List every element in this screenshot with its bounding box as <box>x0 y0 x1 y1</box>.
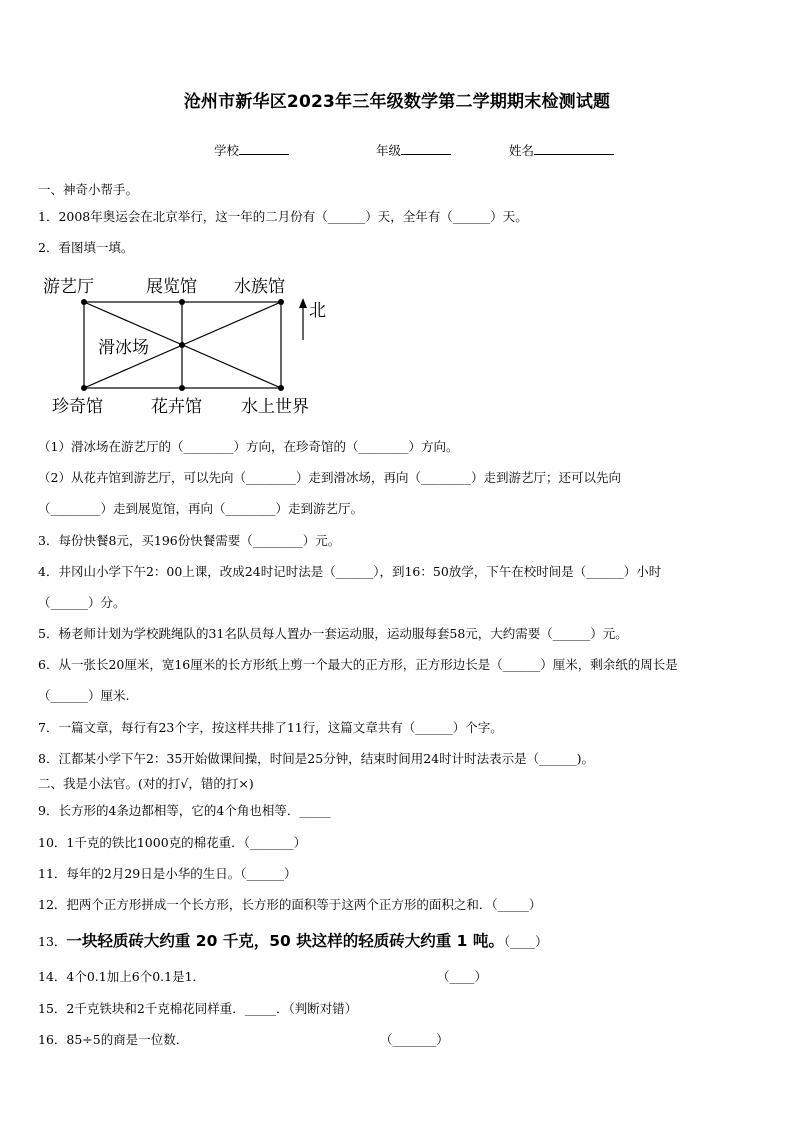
label-shuizuguan: 水族馆 <box>234 277 285 297</box>
name-blank[interactable] <box>534 142 614 155</box>
question-14-blank: （____） <box>437 969 488 984</box>
question-13-text: 一块轻质砖大约重 20 千克，50 块这样的轻质砖大约重 1 吨。 <box>66 932 504 950</box>
grade-field <box>376 141 451 159</box>
question-16-blank: （_______） <box>380 1032 449 1047</box>
question-4-line2: （______）分。 <box>38 595 126 610</box>
name-label: 姓名 <box>509 143 535 158</box>
question-7: 7．一篇文章，每行有23个字，按这样共排了11行，这篇文章共有（______）个字。 <box>38 720 503 735</box>
node-shuizuguan <box>278 299 284 305</box>
question-13-blank: （____） <box>503 934 548 949</box>
question-3: 3．每份快餐8元，买196份快餐需要（________）元。 <box>38 533 341 548</box>
question-11: 11．每年的2月29日是小华的生日。（______） <box>38 866 297 881</box>
question-5: 5．杨老师计划为学校跳绳队的31名队员每人置办一套运动服，运动服每套58元，大约需要（______）元。 <box>38 626 628 641</box>
question-15: 15．2千克铁块和2千克棉花同样重．_____．（判断对错） <box>38 1001 358 1016</box>
label-zhenqiguan: 珍奇馆 <box>52 397 103 417</box>
map-diagram <box>38 268 338 420</box>
node-zhenqiguan <box>81 385 87 391</box>
label-youyiting: 游艺厅 <box>43 277 94 297</box>
question-1: 1．2008年奥运会在北京举行，这一年的二月份有（______）天，全年有（______）天。 <box>38 209 528 224</box>
section-2-heading: 二、我是小法官。(对的打√，错的打×) <box>38 776 254 791</box>
node-zhanlanguan <box>179 299 185 305</box>
label-shuishangshijie: 水上世界 <box>241 397 309 417</box>
question-6-line1: 6．从一张长20厘米，宽16厘米的长方形纸上剪一个最大的正方形，正方形边长是（______）厘米，剩余纸的周长是 <box>38 657 678 672</box>
question-4-line1: 4．井冈山小学下午2：00上课，改成24时记时法是（______），到16：50放学，下午在校时间是（______）小时 <box>38 564 662 579</box>
north-arrow-head <box>299 298 307 308</box>
grade-label: 年级 <box>376 143 402 158</box>
grade-blank[interactable] <box>401 142 451 155</box>
question-2-2-line1: （2）从花卉馆到游艺厅，可以先向（________）走到滑冰场，再向（________）走到游艺厅；还可以先向 <box>38 470 621 485</box>
question-8: 8．江都某小学下午2：35开始做课间操，时间是25分钟，结束时间用24时计时法表示是（______)。 <box>38 751 595 766</box>
section-1-heading: 一、神奇小帮手。 <box>38 182 139 197</box>
page-title: 沧州市新华区2023年三年级数学第二学期期末检测试题 <box>183 92 611 112</box>
question-13 <box>38 929 548 951</box>
node-huabingchang <box>179 342 185 348</box>
name-field <box>509 141 614 159</box>
question-2-2-line2: （________）走到展览馆，再向（________）走到游艺厅。 <box>38 501 364 516</box>
label-huahuiguan: 花卉馆 <box>151 397 202 417</box>
school-field <box>214 141 289 159</box>
question-12: 12．把两个正方形拼成一个长方形，长方形的面积等于这两个正方形的面积之和．（_____） <box>38 897 542 912</box>
north-label: 北 <box>309 301 326 321</box>
school-blank[interactable] <box>239 142 289 155</box>
question-2-1: （1）滑冰场在游艺厅的（________）方向，在珍奇馆的（________）方向。 <box>38 439 459 454</box>
question-9: 9．长方形的4条边都相等，它的4个角也相等．_____ <box>38 803 331 818</box>
question-16-text: 16．85÷5的商是一位数． <box>38 1032 189 1047</box>
question-6-line2: （______）厘米. <box>38 688 130 703</box>
node-youyiting <box>81 299 87 305</box>
question-10: 10．1千克的铁比1000克的棉花重．（_______） <box>38 835 307 850</box>
label-zhanlanguan: 展览馆 <box>146 277 197 297</box>
label-huabingchang: 滑冰场 <box>98 338 149 358</box>
node-shuishangshijie <box>278 385 284 391</box>
question-2: 2．看图填一填。 <box>38 240 134 255</box>
node-huahuiguan <box>179 385 185 391</box>
school-label: 学校 <box>214 143 240 158</box>
question-13-number: 13． <box>38 934 67 949</box>
question-14-text: 14．4个0.1加上6个0.1是1． <box>38 969 206 984</box>
